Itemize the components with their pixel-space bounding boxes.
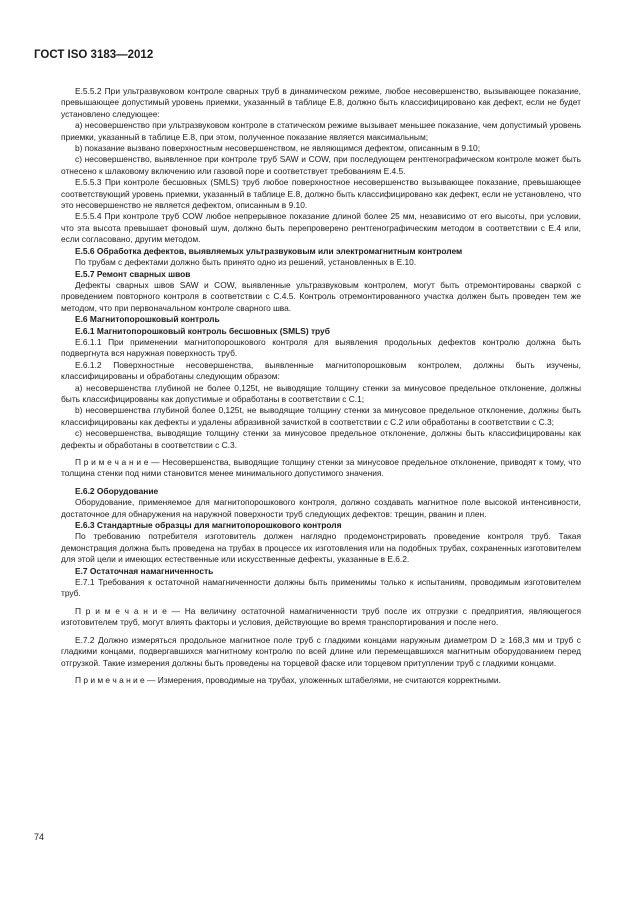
document-header: ГОСТ ISO 3183—2012 — [34, 49, 154, 61]
para-e56-body: По трубам с дефектами должно быть принято одно из решений, установленных в Е.10. — [75, 257, 417, 268]
section-heading-e63: Е.6.3 Стандартные образцы для магнитопорошкового контроля — [75, 520, 342, 531]
para-e552: Е.5.5.2 При ультразвуковом контроле сварных труб в динамическом режиме, любое несовершенство, вызывающее показание, превышающее допустимый уровень приемки, указанный в таблице Е.8, должно быть классифицировано как дефект, если не будет установлено следующее: — [61, 86, 581, 119]
page-body — [61, 86, 581, 692]
list-item-a: а) несовершенство при ультразвуковом контроле в статическом режиме вызывает меньшее показание, чем допустимый уровень приемки, указанный в таблице Е.8, при этом, полученное показание является максимальным; — [61, 120, 581, 142]
para-e554: Е.5.5.4 При контроле труб COW любое непрерывное показание длиной более 25 мм, независимо от его высоты, при условии, что эта высота превышает фоновый шум, должно быть перепроверено рентгенографическим методом в соответствии с Е.4 или, если согласовано, другим методом. — [61, 211, 581, 245]
note-e72: П р и м е ч а н и е — Измерения, проводимые на трубах, уложенных штабелями, не считаются корректными. — [75, 674, 501, 685]
para-e612: Е.6.1.2 Поверхностные несовершенства, выявленные магнитопорошковым контролем, должны быть изучены, классифицированы и обработаны следующим образом: — [61, 359, 581, 382]
list-item-c: с) несовершенство, выявленное при контроле труб SAW и COW, при последующем рентгенографическом контроле может быть отнесено к шлаковому включению или газовой поре и соответствует требованиям Е.4.5. — [61, 154, 581, 176]
para-e553: Е.5.5.3 При контроле бесшовных (SMLS) труб любое поверхностное несовершенство вызывающее показание, превышающее соответствующий уровень приемки, указанный в таблице Е.8, должно быть классифицировано как дефект, если не установлено, что это несовершенство не является дефектом, описанным в 9.10. — [61, 177, 581, 211]
list-item-a: а) несовершенства глубиной не более 0,125t, не выводящие толщину стенки за минусовое предельное отклонение, должны быть классифицированы как допустимые и обработаны в соответствии с С.1; — [61, 382, 581, 404]
section-heading-e6: Е.6 Магнитопорошковый контроль — [75, 314, 220, 325]
note-e61: П р и м е ч а н и е — Несовершенства, выводящие толщину стенки за минусовое предельное отклонение, приводят к тому, что толщина стенки под ними становится менее минимального допустимого значения. — [61, 457, 581, 479]
section-heading-e62: Е.6.2 Оборудование — [75, 485, 159, 496]
note-e71: П р и м е ч а н и е — На величину остаточной намагниченности труб после их отгрузки с предприятия, являющегося изготовителем труб, могут влиять факторы и условия, действующие во время транспортирования и после него. — [61, 605, 581, 628]
para-e63-body: По требованию потребителя изготовитель должен наглядно продемонстрировать проведение контроля труб. Такая демонстрация должна быть проведена на трубах в процессе их изготовления или на подобных трубах, сохраненных изготовителем для этой цели и имеющих естественные или искусственные дефекты, указанные в Е.6.2. — [61, 531, 581, 565]
page-number: 74 — [34, 832, 45, 842]
section-heading-e61: Е.6.1 Магнитопорошковый контроль бесшовных (SMLS) труб — [75, 325, 330, 336]
para-e57-body: Дефекты сварных швов SAW и COW, выявленные ультразвуковым контролем, могут быть отремонтированы сваркой с проведением повторного контроля в соответствии с С.4.5. Контроль отремонтированного участка должен быть проведен тем же методом, что при первоначальном контроле сварного шва. — [61, 279, 581, 313]
section-heading-e56: Е.5.6 Обработка дефектов, выявляемых ультразвуковым или электромагнитным контролем — [75, 245, 463, 256]
para-e62-body: Оборудование, применяемое для магнитопорошкового контроля, должно создавать магнитное поле высокой интенсивности, достаточное для обнаружения на наружной поверхности труб следующих дефектов: трещин, рванин и плен. — [61, 497, 581, 519]
list-item-c: с) несовершенства, выводящие толщину стенки за минусовое предельное отклонение, должны быть классифицированы как дефекты и обработаны в соответствии с С.3. — [61, 428, 581, 450]
list-item-b: b) несовершенства глубиной более 0,125t, не выводящие толщину стенки за минусовое предельное отклонение, должны быть классифицированы как дефекты и удалены абразивной зачисткой в соответствии с С.2 или обработаны в соответствии с С.3; — [61, 405, 581, 427]
section-heading-e7: Е.7 Остаточная намагниченность — [75, 565, 214, 576]
list-item-b: b) показание вызвано поверхностным несовершенством, не являющимся дефектом, описанным в 9.10; — [75, 143, 481, 154]
para-e72: Е.7.2 Должно измеряться продольное магнитное поле труб с гладкими концами наружным диаметром D ≥ 168,3 мм и труб с гладкими концами, подвергавшихся магнитному контролю по всей длине или перемещавшихся магнитным оборудованием перед отгрузкой. Такие измерения должны быть проведены на торцевой фаске или торцевом притуплении труб с гладкими концами. — [61, 634, 581, 668]
para-e71: Е.7.1 Требования к остаточной намагниченности должны быть применимы только к испытаниям, проводимым изготовителем труб. — [61, 577, 581, 599]
para-e611: Е.6.1.1 При применении магнитопорошкового контроля для выявления продольных дефектов контролю должна быть подвергнута вся наружная поверхность труб. — [61, 336, 581, 359]
section-heading-e57: Е.5.7 Ремонт сварных швов — [75, 268, 191, 279]
